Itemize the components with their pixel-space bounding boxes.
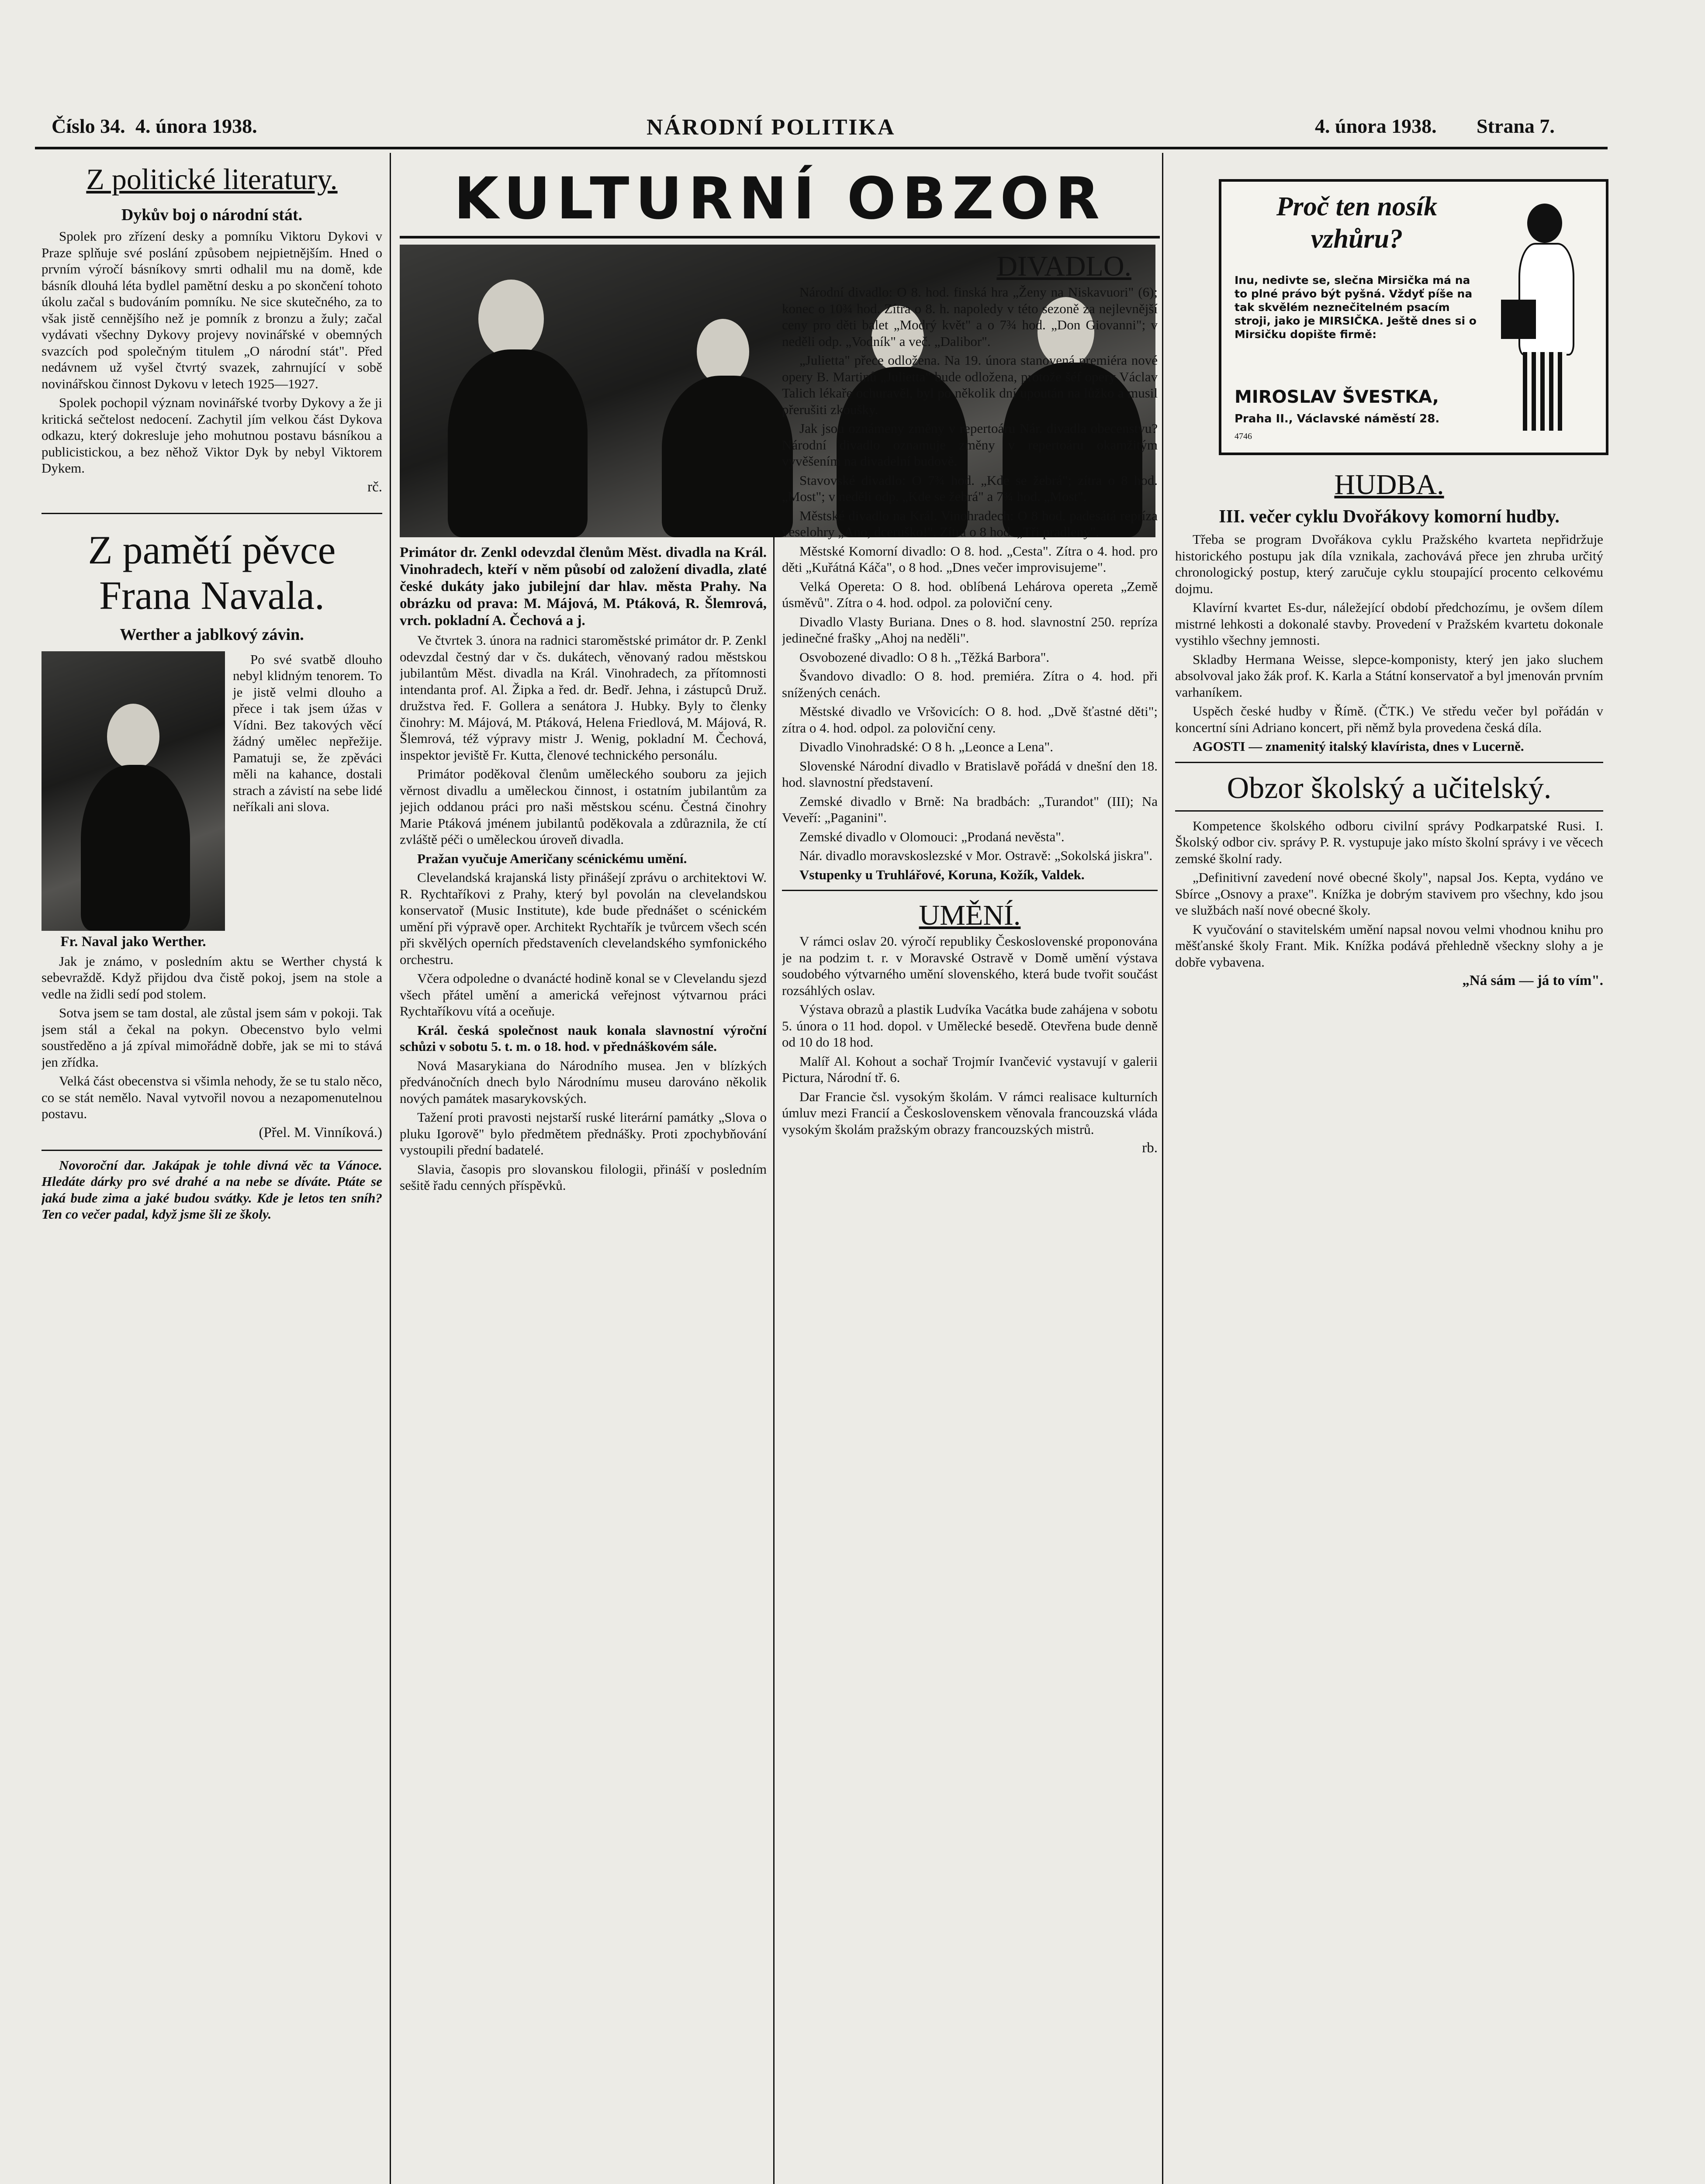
politics-paragraph-1: Spolek pro zřízení desky a pomníku Viktoru Dykovi v Praze splňuje své poslání způsobem nejpietnějším. Hned o prvním výročí básníkovy smrti odhalil mu na domě, kde básník dlouhá léta bydlel pamětní desku a po skončení tohoto úkolu začal s budováním pomníku. Ne sice skutečného, za to však jistě cennějšího než je pomník z bronzu a žuly; začal vydávati všechny Dykovy projevy novinářské v obemných svazcích pod společným titulem „O národní stát". Před nedávnem už vyšel čtvrtý svazek, zahrnující v sobě novinářskou činnost Dykovu v letech 1925—1927. [42,228,382,391]
divadlo-item-8: Divadlo Vlasty Buriana. Dnes o 8. hod. slavnostní 250. repríza jedinečné frašky „Ahoj na neděli". [782,614,1158,646]
naval-paragraph-4: Velká část obecenstva si všimla nehody, že se tu stalo něco, co se stát nemělo. Naval vytvořil novou a nezapomenutelnou postavu. [42,1073,382,1121]
ad-address: Praha II., Václavské náměstí 28. [1235,412,1440,425]
skolsky-paragraph-1: Kompetence školského odboru civilní správy Podkarpatské Rusi. I. Školský odbor civ. správy P. R. vystupuje jako místo školní správy i ve věcech zemské školní rady. [1175,818,1603,866]
page-number: Strana 7. [1477,115,1555,137]
skolsky-title: Obzor školský a učitelský. [1227,771,1552,805]
skolsky-separator [1175,762,1603,763]
article-subtitle-politics: Dykův boj o národní stát. [121,206,303,224]
ad-text: Inu, nedivte se, slečna Mirsička má na to plné právo být pyšná. Vždyť píše na tak skvělém neznečitelném psacím stroji, jako je MIRSIČKA. Ještě dnes si o Mirsičku dopište firmě: [1235,274,1477,341]
article-title-naval: Z pamětí pěvce Frana Navala. [88,527,336,618]
divadlo-item-4: Stavovské divadlo: O 7¾ hod. „Kde se žebrá"; zítra o 8 hod. „Most"; v neděli odp. „Kde se žebrá" a 7¾ hod. „Most". [782,472,1158,504]
column-divider-2 [773,489,775,2184]
article-separator [42,513,382,514]
divadlo-item-15: Zemské divadlo v Olomouci: „Prodaná nevěsta". [799,829,1065,844]
masthead-right-date: 4. února 1938. [1315,115,1437,137]
naval-paragraph-1: Po své svatbě dlouho nebyl klidným tenorem. To je jistě velmi dlouho a přece i tak jsem úžas v Vídni. Bez takových věcí žádný umělec nepřežije. Pamatuji se, že zpěváci měli na kahance, dostali strach a závistí na sebe lidé neříkali ani slova. [233,651,382,814]
umeni-item-4: Dar Francie čsl. vysokým školám. V rámci realisace kulturních úmluv mezi Francií a Československem věnovala francouzská vláda vysokým školám pražským obrazy francouzských mistrů. [782,1089,1158,1137]
igor-paragraph: Tažení proti pravosti nejstarší ruské literární památky „Slova o pluku Igorově" bylo předmětem přednášky. Proti zpochybňování vystoupili přední badatelé. [400,1109,767,1158]
hudba-paragraph-1: Třeba se program Dvořákova cyklu Pražského kvarteta nepřidržuje historického postupu jak díla vznikala, zachovává přece jen zhruba určitý chronologický postup, který zaručuje cyklu stoupající procento celkovému dojmu. [1175,532,1603,596]
skolsky-paragraph-3: K vyučování o stavitelském umění napsal novou velmi vhodnou knihu pro měšťanské školy Frant. Mik. Knížka podává přehledně všeckny slohy a je dobře vybavena. [1175,921,1603,970]
divadlo-item-1: Národní divadlo: O 8. hod. finská hra „Ženy na Niskavuori" (6); konec o 10¾ hod. Zítra o 8. h. napoledy v této sezoně za nejlevnější ceny pro děti balet „Modrý květ" a o 7¾ hod. „Don Giovanni"; v neděli odp. „Vodník" a več. „Dalibor". [782,284,1158,349]
section-banner [400,166,1160,232]
heading-prazan: Pražan vyučuje Američany scénickému umění. [417,850,687,866]
divadlo-item-10: Švandovo divadlo: O 8. hod. premiéra. Zítra o 4. hod. při snížených cenách. [782,668,1158,700]
naval-signature: (Přel. M. Vinníková.) [259,1124,382,1140]
divadlo-item-5: Městské divadlo na Král. Vinohradech: O 8 hod. padesátá repríza veselohry „Ano, dceruško!". Zítra o 8 hod. „Tři pradleny". [782,508,1158,539]
prazan-paragraph-2: Včera odpoledne o dvanácté hodině konal se v Clevelandu sjezd všech přátel umění a americká veřejnost výtvarnou práci Rychtaříkovu vítá a oceňuje. [400,971,767,1019]
mirsicka-ad [1219,179,1608,455]
column-2 [400,542,767,2184]
hudba-paragraph-4: Uspěch české hudby v Římě. (ČTK.) Ve středu večer byl pořádán v koncertní síni Adriano koncert, při němž byla provedena česká díla. [1175,703,1603,735]
novorocni-dar: Novoroční dar. Jakápak je tohle divná věc ta Vánoce. Hledáte dárky pro své drahé a na nebe se díváte. Ptáte se jaká bude zima a jaké budou svátky. Kde je letos ten sníh? Ten co večer padal, když jsme šli ze školy. [42,1157,382,1222]
ad-headline: Proč ten nosík vzhůru? [1276,192,1438,254]
divadlo-item-11: Městské divadlo ve Vršovicích: O 8. hod. „Dvě šťastné děti"; zítra o 4. hod. odpol. za poloviční ceny. [782,704,1158,736]
prazan-paragraph-1: Clevelandská krajanská listy přinášejí zprávu o architektovi W. R. Rychtaříkovi z Prahy, který byl povolán na clevelandskou konservatoř (Music Institute), kde bude přednášet o scénickém umění při výpravě oper. Architekt Rychtařík je tvůrcem všech scén při skvělých operních představeních clevelandského symfonického orchestru. [400,870,767,967]
divadlo-item-7: Velká Opereta: O 8. hod. oblíbená Lehárova opereta „Země úsměvů". Zítra o 4. hod. odpol. za poloviční ceny. [782,578,1158,610]
umeni-item-3: Malíř Al. Kohout a sochař Trojmír Ivančević vystavují v galerii Pictura, Národní tř. 6. [782,1053,1158,1085]
umeni-signature: rb. [1142,1140,1158,1156]
banner-rule [400,236,1160,238]
heading-spolecnost-nauk: Král. česká společnost nauk konala slavnostní výroční schůzi v sobotu 5. t. m. o 18. hod. v přednáškovém sále. [400,1022,767,1054]
article-subtitle-naval: Werther a jablkový závin. [120,625,304,644]
issue-number: Číslo 34. [52,115,125,137]
umeni-item-2: Výstava obrazů a plastik Ludvíka Vacátka bude zahájena v sobotu 5. února o 11 hod. dopol. v Umělecké besedě. Otevřena bude denně od 10 do 18 hod. [782,1002,1158,1050]
primator-paragraph-2: Primátor poděkoval členům uměleckého souboru za jejich věrnost divadlu a uměleckou činnost, i ostatním jubilantům za jejich oddanou práci pro naši městskou scénu. Čestná činohry Marie Ptáková jménem jubilantů poděkovala a zdůraznila, že ctí zvláště péči o uměleckou úroveň divadla. [400,766,767,847]
ad-company: MIROSLAV ŠVESTKA, [1235,387,1439,407]
politics-paragraph-2: Spolek pochopil význam novinářské tvorby Dykovy a že ji kritická sečtelost nedocení. Zachytil jím velkou část Dykova odkazu, který dokresluje jeho mohutnou postavu básníkou a publicistickou, a bez něhož Viktor Dyk by nebyl Viktorem Dykem. [42,395,382,476]
politics-signature: rč. [367,479,382,495]
column-1 [42,162,382,2184]
column-divider-3 [1162,153,1163,2184]
divadlo-item-12: Divadlo Vinohradské: O 8 h. „Leonce a Lena". [799,739,1053,754]
naval-photo [42,651,225,931]
skolsky-paragraph-2: „Definitivní zavedení nové obecné školy", napsal Jos. Kepta, vydáno ve Sbírce „Osnovy a praxe". Knížka je dobrým stavivem pro všechny, kdo jsou ve službách naší nové obecné školy. [1175,870,1603,918]
umeni-title: UMĚNÍ. [919,899,1021,931]
footer-separator [42,1150,382,1151]
divadlo-title: DIVADLO. [996,250,1131,282]
umeni-separator [782,890,1158,891]
masthead-rule [35,147,1608,149]
naval-paragraph-3: Sotva jsem se tam dostal, ale zůstal jsem sám v pokoji. Tak jsem stál a čekal na pokyn. Obecenstvo bylo velmi soustředěno a já zpíval mimořádně dobře, jak se mi to stává jen zřídka. [42,1005,382,1070]
masarykiana-paragraph: Nová Masarykiana do Národního musea. Jen v blízkých předvánočních dnech bylo Národnímu museu darováno několik nových památek masarykovských. [400,1057,767,1106]
naval-paragraph-2: Jak je známo, v posledním aktu se Werther chystá k sebevraždě. Když přijdou dva čistě pokoj, jsem na stole a vedle na židli sedí pod stolem. [42,953,382,1002]
hudba-heading: III. večer cyklu Dvořákovy komorní hudby. [1219,507,1560,527]
divadlo-item-14: Zemské divadlo v Brně: Na bradbách: „Turandot" (III); Na Veveří: „Paganini". [782,793,1158,825]
vstupenky-note: Vstupenky u Truhlářové, Koruna, Kožík, Valdek. [799,867,1085,882]
naval-photo-caption: Fr. Naval jako Werther. [60,933,206,950]
primator-caption: Primátor dr. Zenkl odevzdal členům Měst. divadla na Král. Vinohradech, kteří v něm působí od založení divadla, zlaté české dukáty jako jubilejní dar hlav. města Prahy. Na obrázku od prava: M. Májová, M. Ptáková, R. Šlemrová, vrch. pokladní A. Čechová a j. [400,545,767,629]
hudba-paragraph-2: Klavírní kvartet Es-dur, náležející období předchozímu, je ovšem dílem mistrné lehkosti a dokonalé stavby. Provedení v Pražském kvartetu dokonale vystihlo všechny jemnosti. [1175,600,1603,648]
divadlo-item-16: Nár. divadlo moravskoslezské v Mor. Ostravě: „Sokolská jiskra". [799,848,1153,863]
column-divider-1 [390,153,391,2184]
ad-lady-illustration [1501,199,1588,435]
paper-title: NÁRODNÍ POLITIKA [647,115,896,140]
issue-date: 4. února 1938. [135,115,257,137]
divadlo-item-13: Slovenské Národní divadlo v Bratislavě pořádá v dnešní den 18. hod. slavnostní představení. [782,758,1158,790]
skolsky-title-rule [1175,810,1603,812]
divadlo-item-9: Osvobozené divadlo: O 8 h. „Těžká Barbora". [799,649,1050,665]
article-title-politics: Z politické literatury. [86,162,338,196]
divadlo-item-3: Jak jsou oznámeny změny v repertoáru Nár. divadla obecenstvu? Národní divadlo oznamuje změny v repertoáru okamžitým vyvěšením na divadelní budově. [782,421,1158,469]
divadlo-item-6: Městské Komorní divadlo: O 8. hod. „Cesta". Zítra o 4. hod. pro děti „Kuřátná Káča", o 8 hod. „Dnes večer improvisujeme". [782,543,1158,575]
divadlo-item-2: „Julietta" přece odložena. Na 19. února stanovená premiéra nové opery B. Martinů „Julietta" bude odložena, protože šéf opery Václav Talich lékaře ochuravěl, byl po několik dní upoután na lůžko a musil přerušiti zkoušky. [782,352,1158,417]
primator-paragraph-1: Ve čtvrtek 3. února na radnici staroměstské primátor dr. P. Zenkl odevzdal čestný dar v čs. dukátech, věnovaný radou městskou jubilantům Měst. divadla na Král. Vinohradech, za přítomnosti intendanta prof. Al. Žipka a řed. dr. Bedř. Jehna, i zástupců Druž. družstva řed. F. Gollera a senátora J. Hubky. Byly to členky činohry: M. Májová, M. Ptáková, Helena Friedlová, M. Májová, R. Šlemrová, též výpravy mistr J. Wenig, pokladní M. Čechová, inspektor jeviště Fr. Kutta, členové technického personálu. [400,632,767,763]
agosti-notice: AGOSTI — znamenitý italský klavírista, dnes v Lucerně. [1193,739,1524,754]
section-title: KULTURNÍ OBZOR [453,165,1106,232]
umeni-item-1: V rámci oslav 20. výročí republiky Československé proponována je na podzim t. r. v Moravské Ostravě v Domě umění výstava soudobého výtvarného umění slovenského, která bude tvořit součást rozsáhlých oslav. [782,933,1158,998]
slavia-paragraph: Slavia, časopis pro slovanskou filologii, přináší v posledním sešitě řadu cenných příspěvků. [400,1161,767,1193]
ad-code: 4746 [1235,432,1252,441]
hudba-title: HUDBA. [1334,469,1444,501]
hudba-paragraph-3: Skladby Hermana Weisse, slepce-komponisty, který jen jako sluchem absolvoval jako žák prof. K. Karla a Státní konservatoř a byl jmenován prvním varhaníkem. [1175,651,1603,700]
skolsky-signature: „Ná sám — já to vím". [1462,973,1603,988]
column-4 [1175,467,1603,2184]
column-3 [782,249,1158,2184]
